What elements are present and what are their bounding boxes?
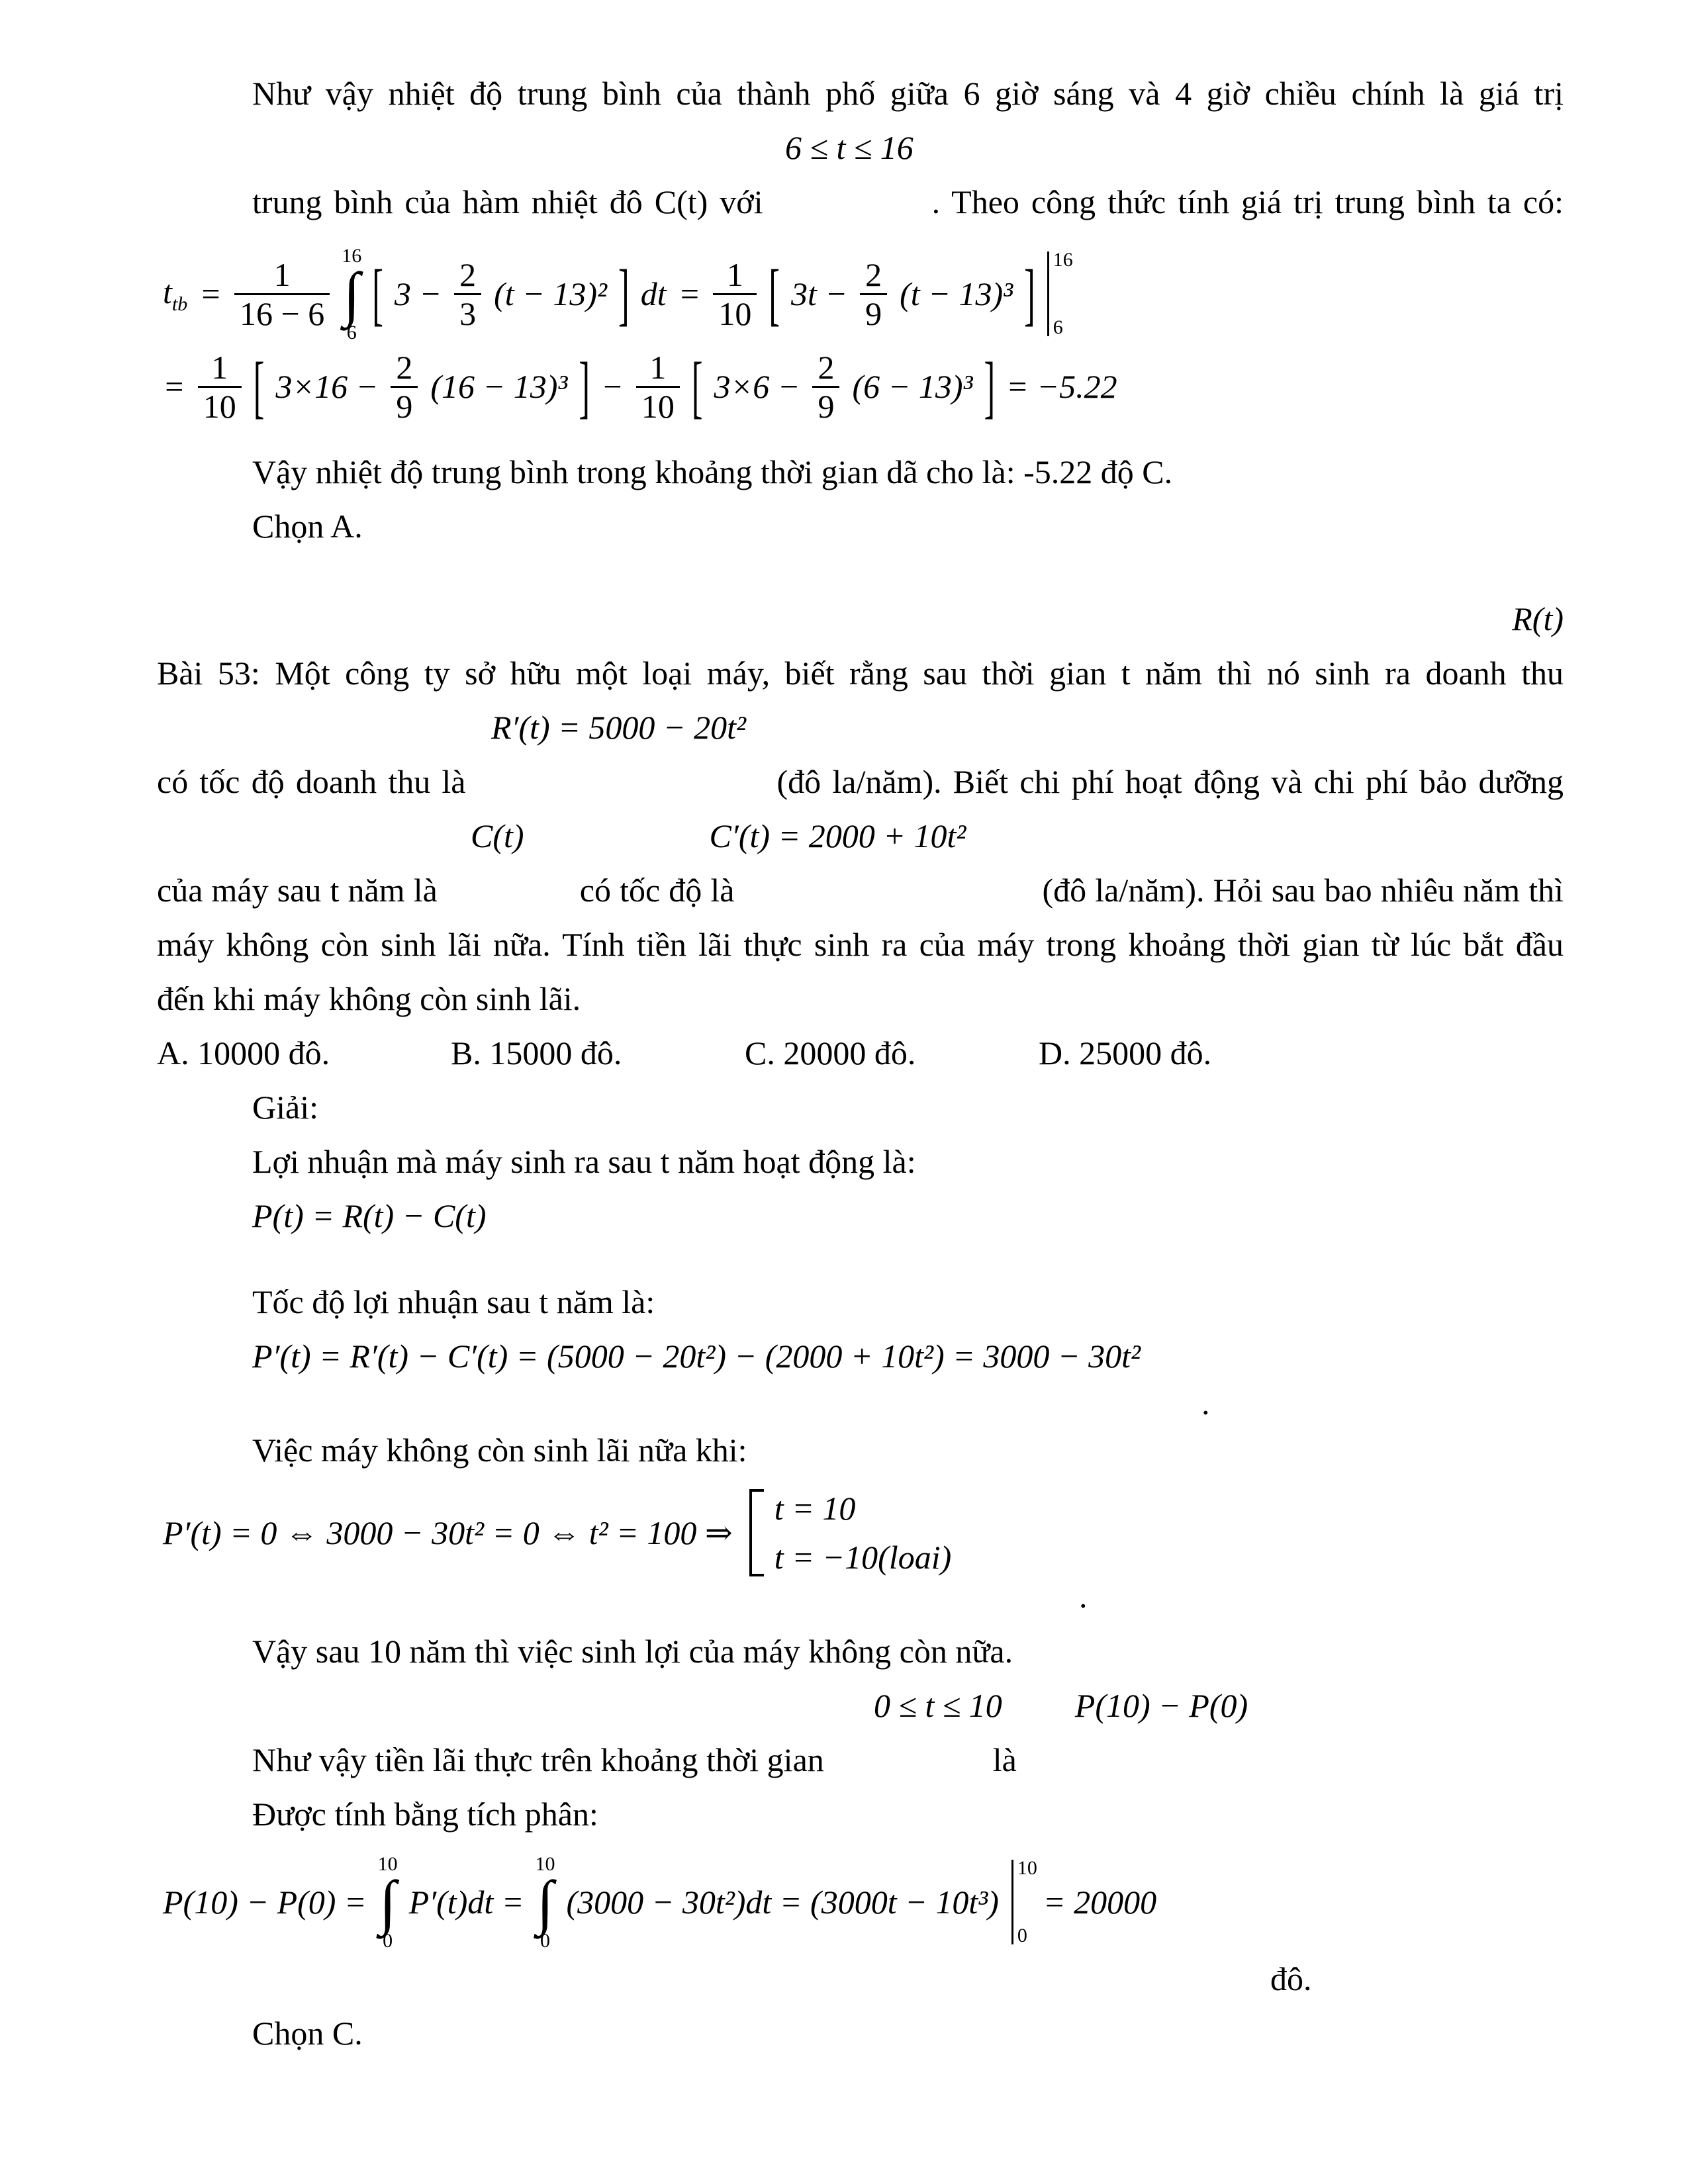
integral-lower-limit: 0 — [539, 1929, 550, 1952]
p53-line3-c: (đô la/năm). Hỏi sau bao nhiêu năm thì — [1042, 871, 1564, 909]
f2-term-2: (16 − 13)³ — [430, 368, 568, 406]
fraction-denominator: 10 — [713, 293, 757, 332]
evaluation-bar-line — [1047, 251, 1049, 336]
stray-dot-1: . — [1201, 1384, 1210, 1422]
fraction-denominator: 16 − 6 — [234, 293, 330, 332]
evaluation-upper-limit: 10 — [1017, 1857, 1037, 1880]
final-rhs: = 20000 — [1043, 1884, 1157, 1921]
answer-choice-a: Chọn A. — [252, 507, 363, 545]
evaluation-limits — [1053, 249, 1073, 339]
rt-label-text: R(t) — [1512, 600, 1564, 637]
case-row-2: t = −10(loai) — [774, 1538, 952, 1576]
formula-zero-cases — [157, 1489, 1564, 1576]
integral-sign-icon: ∫ — [343, 260, 360, 328]
final-mid-2: (3000 − 30t²)dt = (3000t − 10t³) — [566, 1884, 999, 1921]
profit-difference-text: P(10) − P(0) — [1074, 1686, 1248, 1724]
interval-pre: Như vậy tiền lãi thực trên khoảng thời gian — [252, 1741, 824, 1778]
interval-range-text: 0 ≤ t ≤ 10 — [874, 1686, 1002, 1724]
p53-line3-b: có tốc độ là — [579, 871, 735, 909]
f1-fraction-1 — [234, 256, 330, 332]
formula-cost-labels — [157, 809, 1564, 863]
profit-intro: Lợi nhuận mà máy sinh ra sau t năm hoạt động là: — [252, 1142, 916, 1180]
fraction-numerator: 2 — [396, 348, 413, 386]
currency-line: đô. — [1270, 1960, 1312, 1997]
fraction-numerator: 1 — [273, 255, 291, 293]
formula-final-integral — [157, 1853, 1564, 1952]
final-mid-1: P′(t)dt = — [408, 1884, 524, 1921]
paragraph-temp-line2 — [252, 175, 1564, 229]
evaluation-upper-limit: 16 — [1053, 249, 1073, 271]
formula-profit: P(t) = R(t) − C(t) — [252, 1197, 487, 1234]
option-b: B. 15000 đô. — [451, 1034, 622, 1071]
option-d: D. 25000 đô. — [1039, 1034, 1212, 1071]
f1-term-4: (t − 13)³ — [900, 275, 1013, 313]
fraction-numerator: 2 — [459, 255, 477, 293]
f1-lhs — [163, 273, 187, 316]
f2-term-3: 3×6 − — [714, 368, 800, 406]
f2-fraction-2 — [391, 349, 418, 425]
f2-result: = −5.22 — [1006, 368, 1117, 406]
problem-53-line1: Bài 53: Một công ty sở hữu một loại máy, biết rằng sau thời gian t năm thì nó sinh ra doanh thu — [157, 654, 1564, 692]
formula-rt-label — [157, 592, 1564, 646]
f2-minus: − — [601, 368, 624, 406]
f2-equals: = — [163, 368, 185, 406]
paragraph-temp-line1: Như vậy nhiệt độ trung bình của thành phố giữa 6 giờ sáng và 4 giờ chiều chính là giá trị — [252, 75, 1564, 112]
f1-fraction-2 — [454, 256, 481, 332]
problem-53-line2 — [157, 754, 1564, 809]
t-range-text: 6 ≤ t ≤ 16 — [785, 129, 914, 166]
evaluation-lower-limit: 0 — [1017, 1925, 1027, 1947]
interval-post: là — [992, 1741, 1017, 1778]
fraction-denominator: 10 — [198, 386, 242, 425]
temp-line2-post: . Theo công thức tính giá trị trung bình ta có: — [931, 183, 1564, 220]
solution-label: Giải: — [252, 1088, 318, 1126]
evaluation-limits — [1017, 1857, 1037, 1947]
f1-term-2: (t − 13)² — [494, 275, 608, 313]
cost-function-label: C(t) — [471, 817, 524, 854]
cases-group — [749, 1489, 951, 1576]
stop-condition-intro: Việc máy không còn sinh lãi nữa khi: — [252, 1431, 747, 1469]
f2-term-1: 3×16 − — [275, 368, 379, 406]
f1-equals-1: = — [199, 275, 222, 313]
option-c: C. 20000 đô. — [745, 1034, 916, 1071]
f2-fraction-1 — [198, 349, 242, 425]
p53-line2-post: (đô la/năm). Biết chi phí hoạt động và chi phí bảo dưỡng — [776, 762, 1564, 800]
cases-rows — [774, 1489, 951, 1576]
f1-fraction-3 — [713, 256, 757, 332]
final-integral-2 — [535, 1853, 555, 1952]
case-row-1: t = 10 — [774, 1489, 856, 1527]
problem-53-line3 — [157, 863, 1564, 917]
integral-lower-limit: 6 — [346, 321, 357, 343]
answer-options — [157, 1026, 1564, 1080]
formula-revenue-rate — [157, 700, 1564, 754]
integral-sign-icon: ∫ — [536, 1868, 554, 1936]
f1-evaluation-bar — [1047, 249, 1073, 339]
right-bracket-icon: ] — [618, 255, 630, 334]
integral-lower-limit: 0 — [383, 1929, 393, 1952]
problem-53-line5: đến khi máy không còn sinh lãi. — [157, 979, 581, 1017]
conclusion-10-years: Vậy sau 10 năm thì việc sinh lợi của máy không còn nữa. — [252, 1632, 1013, 1670]
problem-53-line4: máy không còn sinh lãi nữa. Tính tiền lãi thực sinh ra của máy trong khoảng thời gian từ lúc bắt đầu — [157, 925, 1564, 963]
fraction-numerator: 1 — [726, 255, 743, 293]
f1-dt: dt — [640, 275, 667, 313]
revenue-rate-text: R′(t) = 5000 − 20t² — [491, 708, 747, 746]
integral-intro: Được tính bằng tích phân: — [252, 1795, 598, 1833]
f2-fraction-4 — [812, 349, 839, 425]
fraction-numerator: 1 — [211, 348, 228, 386]
integral-upper-limit: 10 — [377, 1852, 398, 1875]
f1-fraction-4 — [860, 256, 887, 332]
final-lhs: P(10) − P(0) = — [163, 1884, 367, 1921]
zero-equation-text: P′(t) = 0 ⇔ 3000 − 30t² = 0 ⇔ t² = 100 ⇒ — [163, 1514, 733, 1551]
formula-t-range — [157, 120, 1564, 175]
option-a: A. 10000 đô. — [157, 1034, 330, 1071]
evaluation-lower-limit: 6 — [1053, 316, 1063, 339]
fraction-numerator: 2 — [865, 255, 882, 293]
integral-sign-icon: ∫ — [379, 1868, 397, 1936]
fraction-denominator: 3 — [454, 293, 481, 332]
fraction-denominator: 9 — [391, 386, 418, 425]
formula-avg-temp-line2 — [157, 349, 1564, 425]
f1-integral — [342, 245, 361, 343]
f1-equals-2: = — [678, 275, 701, 313]
integral-upper-limit: 16 — [342, 245, 362, 267]
p53-line3-a: của máy sau t năm là — [157, 871, 438, 909]
f2-fraction-3 — [636, 349, 680, 425]
rate-intro: Tốc độ lợi nhuận sau t năm là: — [252, 1283, 655, 1320]
fraction-numerator: 1 — [649, 348, 667, 386]
p53-line2-pre: có tốc độ doanh thu là — [157, 762, 466, 800]
temp-line2-pre: trung bình của hàm nhiệt đô C(t) với — [252, 183, 763, 220]
cost-rate-text: C′(t) = 2000 + 10t² — [709, 817, 966, 854]
f1-term-3: 3t − — [791, 275, 848, 313]
conclusion-temp: Vậy nhiệt độ trung bình trong khoảng thời gian dã cho là: -5.22 độ C. — [252, 453, 1173, 490]
left-bracket-icon: [ — [691, 347, 703, 426]
left-bracket-icon: [ — [253, 347, 265, 426]
fraction-denominator: 9 — [860, 293, 887, 332]
final-integral-1 — [378, 1853, 398, 1952]
answer-choice-c: Chọn C. — [252, 2014, 363, 2052]
f1-term-1: 3 − — [394, 275, 442, 313]
f1-lhs-var: t — [163, 273, 172, 310]
formula-profit-rate: P′(t) = R′(t) − C′(t) = (5000 − 20t²) − (2000 + 10t²) = 3000 − 30t² — [252, 1337, 1141, 1375]
stray-dot-2: . — [1079, 1577, 1088, 1615]
right-bracket-icon: ] — [984, 347, 996, 426]
fraction-denominator: 9 — [812, 386, 839, 425]
f2-term-4: (6 − 13)³ — [852, 368, 973, 406]
formula-avg-temp-line1 — [157, 245, 1564, 343]
interval-sentence — [252, 1733, 1564, 1787]
formula-interval-labels — [157, 1678, 1564, 1733]
integral-upper-limit: 10 — [535, 1852, 555, 1875]
final-evaluation-bar — [1011, 1857, 1037, 1947]
right-bracket-icon: ] — [579, 347, 590, 426]
left-bracket-icon: [ — [769, 255, 780, 334]
cases-left-bracket-icon — [749, 1489, 764, 1576]
right-bracket-icon: ] — [1024, 255, 1035, 334]
f1-lhs-subscript: tb — [171, 293, 188, 315]
evaluation-bar-line — [1011, 1860, 1013, 1944]
left-bracket-icon: [ — [372, 255, 383, 334]
fraction-numerator: 2 — [818, 348, 835, 386]
fraction-denominator: 10 — [636, 386, 680, 425]
